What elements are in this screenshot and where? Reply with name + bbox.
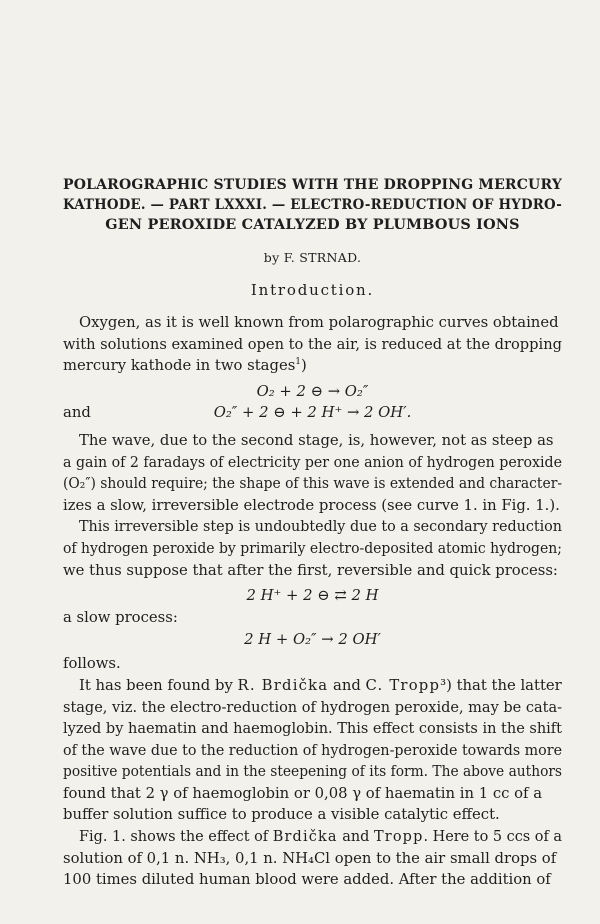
p1-line-3-text: mercury kathode in two stages <box>63 357 296 375</box>
p2-line-2: a gain of 2 faradays of electricity per one anion of hydrogen peroxide <box>63 453 562 471</box>
p4-line-3: lyzed by haematin and haemoglobin. This effect consists in the shift <box>63 720 562 738</box>
p4-line-7: buffer solution suffice to produce a visible catalytic effect. <box>63 806 500 824</box>
p5-line-3: 100 times diluted human blood were added. After the addition of <box>63 871 551 889</box>
equation-2-formula: O₂″ + 2 ⊖ + 2 H⁺ → 2 OH′. <box>213 404 412 422</box>
p3-line-2: of hydrogen peroxide by primarily electro-deposited atomic hydrogen; <box>63 539 562 557</box>
p1-line-2: with solutions examined open to the air, is reduced at the dropping <box>63 335 563 353</box>
equation-3 <box>63 585 562 675</box>
p4-line-6: found that 2 γ of haemoglobin or 0,08 γ of haematin in 1 cc of a <box>63 784 543 802</box>
p4-line-2: stage, viz. the electro-reduction of hydrogen peroxide, may be cata- <box>63 698 562 716</box>
p1-line-1: Oxygen, as it is well known from polarographic curves obtained <box>79 314 559 331</box>
section-heading: Introduction. <box>250 281 375 299</box>
paragraph-4 <box>63 675 562 826</box>
equation-4-formula: 2 H + O₂″ → 2 OH′ <box>244 630 381 648</box>
p3-line-3: we thus suppose that after the first, reversible and quick process: <box>63 561 558 579</box>
author-ref-tropp: C. Tropp <box>365 676 441 694</box>
paper-body <box>63 175 562 891</box>
author-ref-tropp-2: Tropp <box>373 828 424 846</box>
paragraph-2 <box>63 430 562 516</box>
title-line-3: GEN PEROXIDE CATALYZED BY PLUMBOUS IONS <box>105 216 520 233</box>
follows-text: follows. <box>63 655 121 673</box>
p2-line-3: (O₂″) should require; the shape of this wave is extended and character- <box>63 475 562 493</box>
p5-line-1-c: and <box>337 828 374 846</box>
p5-line-1 <box>63 826 562 848</box>
p4-line-4: of the wave due to the reduction of hydrogen-peroxide towards more <box>63 741 562 759</box>
p2-line-4: izes a slow, irreversible electrode process (see curve 1. in Fig. 1.). <box>63 496 560 514</box>
paragraph-3 <box>63 516 562 581</box>
p1-line-3-end: ) <box>301 357 307 375</box>
author-line: by F. STRNAD. <box>263 250 362 265</box>
p5-line-1-e: . Here to 5 ccs of a <box>423 828 562 846</box>
p5-line-1-a: Fig. 1. shows the effect of <box>79 828 273 846</box>
equation-1 <box>63 381 562 424</box>
title-line-1: POLAROGRAPHIC STUDIES WITH THE DROPPING MERCURY <box>63 176 563 193</box>
p4-line-1-c: and <box>328 676 366 694</box>
equation-2-lead: and <box>63 404 91 422</box>
p5-line-2: solution of 0,1 n. NH₃, 0,1 n. NH₄Cl open to the air small drops of <box>63 849 557 867</box>
author-ref-brdicka: R. Brdička <box>237 676 329 694</box>
equation-1-formula: O₂ + 2 ⊖ → O₂″ <box>256 382 369 400</box>
p4-line-1-a: It has been found by <box>79 676 238 694</box>
footnote-ref-1: 1 <box>295 357 302 368</box>
equation-4-lead: a slow process: <box>63 608 178 626</box>
p2-line-1: The wave, due to the second stage, is, however, not as steep as <box>79 431 554 449</box>
p4-line-5: positive potentials and in the steepening of its form. The above authors <box>63 763 563 781</box>
paper-title <box>63 175 562 235</box>
paragraph-1 <box>63 312 562 377</box>
title-line-2: KATHODE. — PART LXXXI. — ELECTRO-REDUCTION OF HYDRO- <box>63 196 563 213</box>
p1-line-3 <box>63 355 562 377</box>
author-ref-brdicka-2: Brdička <box>272 828 338 846</box>
equation-3-formula: 2 H⁺ + 2 ⊖ ⇄ 2 H <box>246 587 379 605</box>
p4-line-1 <box>63 675 562 697</box>
p4-line-1-e: ³) that the latter <box>440 676 562 694</box>
p3-line-1: This irreversible step is undoubtedly due to a secondary reduction <box>79 518 563 536</box>
paragraph-5 <box>63 826 562 891</box>
